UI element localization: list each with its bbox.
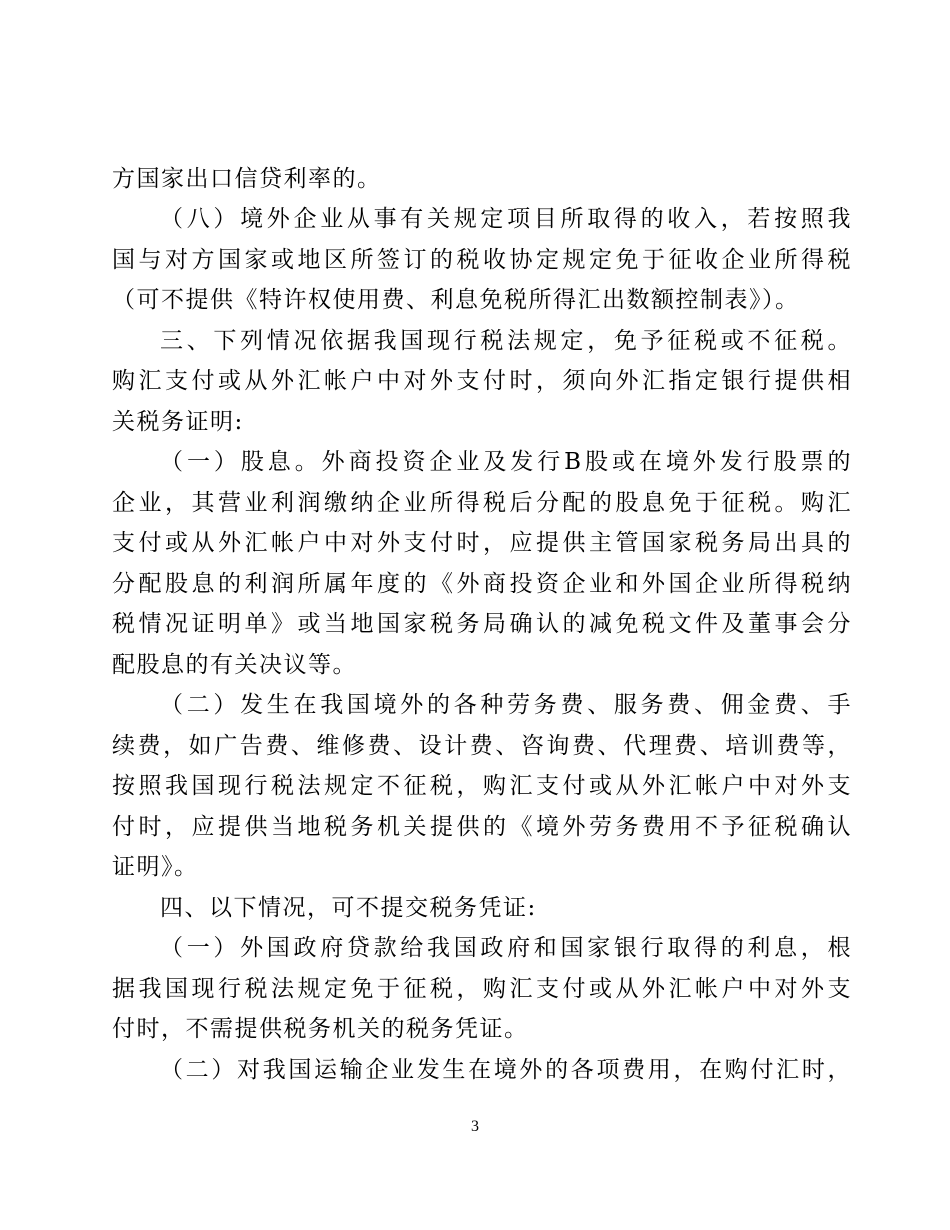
text-line: 关税务证明: (112, 409, 244, 435)
text-line: （可不提供《特许权使用费、利息免税所得汇出数额控制表》）。 (112, 287, 800, 313)
text-line: （八）境外企业从事有关规定项目所取得的收入，若按照我 (160, 206, 852, 232)
text-line: 证明》。 (112, 854, 199, 880)
text-line: 国与对方国家或地区所签订的税收协定规定免于征收企业所得税 (112, 247, 852, 273)
text-line: 付时，不需提供税务机关的税务凭证。 (112, 1016, 529, 1042)
text-line: （一）外国政府贷款给我国政府和国家银行取得的利息，根 (160, 935, 852, 961)
text-line: 配股息的有关决议等。 (112, 652, 357, 678)
text-line: 方国家出口信贷利率的。 (112, 166, 382, 192)
text-line: 购汇支付或从外汇帐户中对外支付时，须向外汇指定银行提供相 (112, 368, 852, 394)
text-line: 三、下列情况依据我国现行税法规定，免予征税或不征税。 (160, 328, 852, 354)
page-number: 3 (471, 1118, 479, 1135)
text-line: 据我国现行税法规定免于征税，购汇支付或从外汇帐户中对外支 (112, 976, 852, 1002)
text-line: 企业，其营业利润缴纳企业所得税后分配的股息免于征税。购汇 (112, 490, 852, 516)
text-line: 分配股息的利润所属年度的《外商投资企业和外国企业所得税纳 (112, 571, 852, 597)
text-line: （一）股息。外商投资企业及发行B股或在境外发行股票的 (160, 449, 852, 475)
text-line: 四、以下情况，可不提交税务凭证: (160, 895, 537, 921)
text-line: （二）对我国运输企业发生在境外的各项费用，在购付汇时， (160, 1057, 852, 1083)
text-line: （二）发生在我国境外的各种劳务费、服务费、佣金费、手 (160, 692, 852, 718)
text-line: 按照我国现行税法规定不征税，购汇支付或从外汇帐户中对外支 (112, 773, 852, 799)
text-line: 税情况证明单》或当地国家税务局确认的减免税文件及董事会分 (112, 611, 852, 637)
text-line: 付时，应提供当地税务机关提供的《境外劳务费用不予征税确认 (112, 814, 852, 840)
text-line: 支付或从外汇帐户中对外支付时，应提供主管国家税务局出具的 (112, 530, 852, 556)
text-line: 续费，如广告费、维修费、设计费、咨询费、代理费、培训费等， (112, 733, 852, 759)
